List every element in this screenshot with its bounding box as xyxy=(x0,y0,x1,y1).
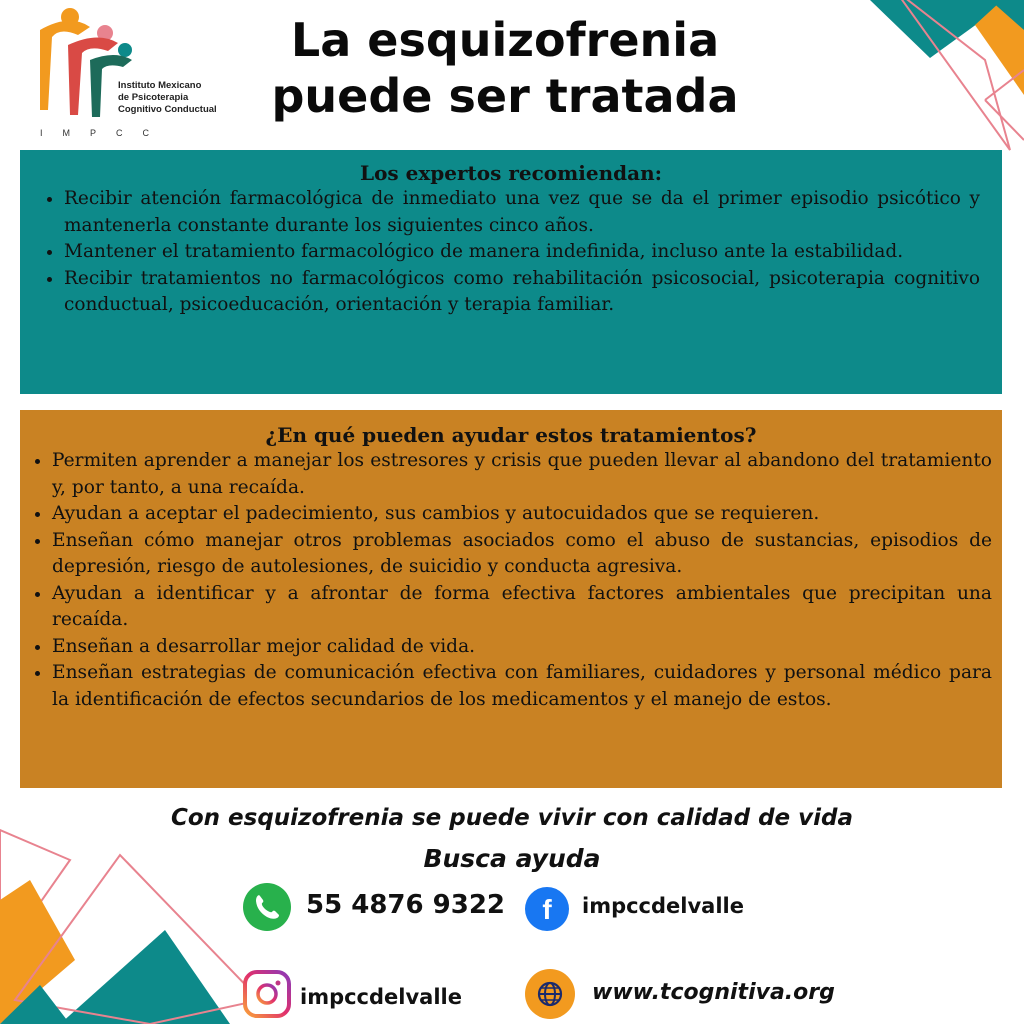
facebook-handle-link[interactable]: impccdelvalle xyxy=(582,894,744,918)
title-line-2: puede ser tratada xyxy=(271,69,739,123)
title-line-1: La esquizofrenia xyxy=(290,13,720,67)
logo-line-3: Cognitivo Conductual xyxy=(118,104,217,115)
call-to-action: Busca ayuda xyxy=(423,844,601,873)
experts-list xyxy=(42,186,980,319)
logo-line-1: Instituto Mexicano xyxy=(118,80,202,91)
logo-abbreviation: IMPCC xyxy=(40,128,169,138)
page-title xyxy=(205,12,805,124)
phone-number-link[interactable]: 55 4876 9322 xyxy=(306,890,506,920)
list-item: • Permiten aprender a manejar los estresores y crisis que pueden llevar al abandono del tratamiento y, por tanto, a una recaída. xyxy=(52,448,992,501)
institute-logo xyxy=(30,5,217,145)
list-item: • Recibir atención farmacológica de inmediato una vez que se da el primer episodio psicótico y mantenerla constante durante los siguientes cinco años. xyxy=(64,186,980,239)
website-link[interactable]: www.tcognitiva.org xyxy=(592,980,835,1005)
list-item: • Enseñan a desarrollar mejor calidad de vida. xyxy=(52,634,992,661)
phone-icon xyxy=(242,882,292,932)
experts-panel xyxy=(20,150,1002,394)
svg-text:f: f xyxy=(542,894,552,925)
globe-icon xyxy=(524,968,576,1020)
tagline: Con esquizofrenia se puede vivir con calidad de vida xyxy=(170,805,854,831)
list-item: • Ayudan a identificar y a afrontar de forma efectiva factores ambientales que precipitan una recaída. xyxy=(52,581,992,634)
treatments-list xyxy=(30,448,992,713)
instagram-handle-link[interactable]: impccdelvalle xyxy=(300,985,462,1009)
treatments-heading: ¿En qué pueden ayudar estos tratamientos? xyxy=(265,423,757,447)
list-item: • Enseñan cómo manejar otros problemas asociados como el abuso de sustancias, episodios de depresión, riesgo de autolesiones, de suicidio y conducta agresiva. xyxy=(52,528,992,581)
list-item: • Enseñan estrategias de comunicación efectiva con familiares, cuidadores y personal médico para la identificación de efectos secundarios de los medicamentos y el manejo de estos. xyxy=(52,660,992,713)
list-item: • Ayudan a aceptar el padecimiento, sus cambios y autocuidados que se requieren. xyxy=(52,501,992,528)
list-item: • Recibir tratamientos no farmacológicos como rehabilitación psicosocial, psicoterapia cognitivo conductual, psicoeducación, orientación y terapia familiar. xyxy=(64,266,980,319)
logo-line-2: de Psicoterapia xyxy=(118,92,189,103)
treatments-panel xyxy=(20,410,1002,788)
facebook-icon xyxy=(524,886,570,932)
list-item: • Mantener el tratamiento farmacológico de manera indefinida, incluso ante la estabilidad. xyxy=(64,239,980,266)
experts-heading: Los expertos recomiendan: xyxy=(360,161,662,185)
instagram-icon xyxy=(243,970,291,1018)
